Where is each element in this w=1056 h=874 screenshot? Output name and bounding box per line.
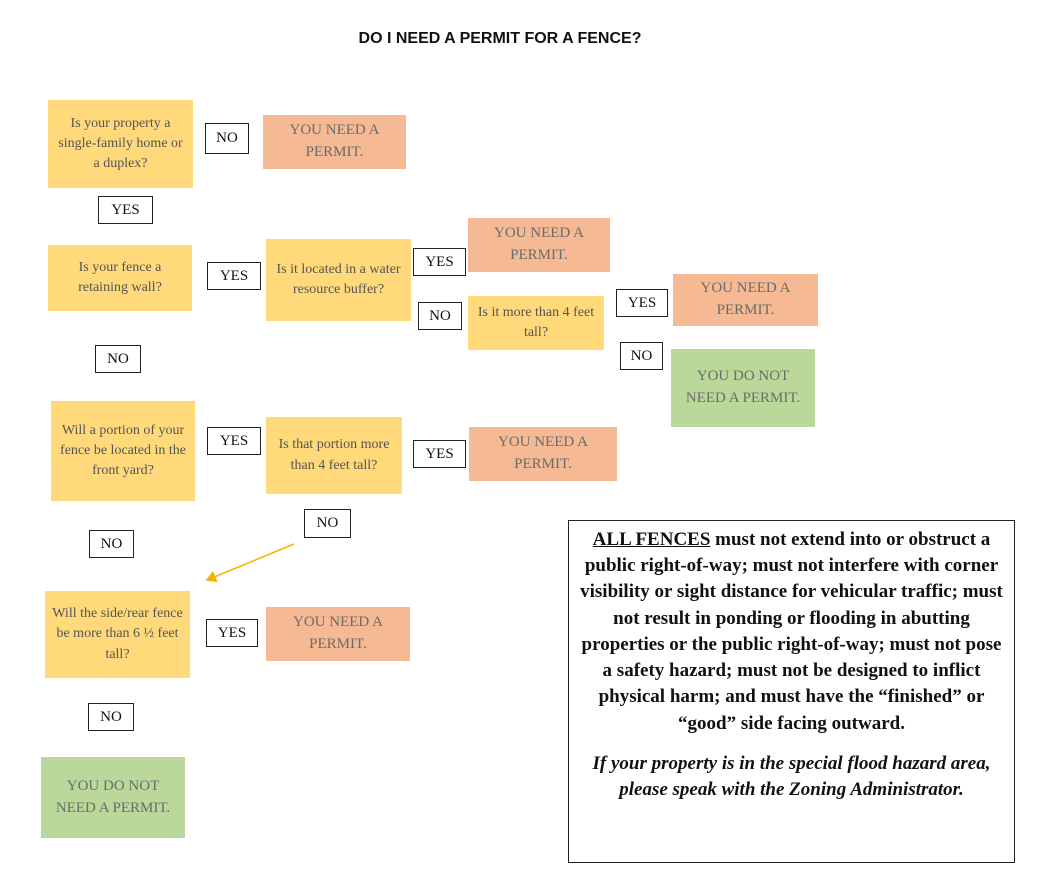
label-yes-q2: YES [207, 262, 261, 290]
label-yes-q1: YES [98, 196, 153, 224]
question-retaining-wall: Is your fence a retaining wall? [48, 245, 192, 311]
outcome-need-permit-5: YOU NEED A PERMIT. [266, 607, 410, 661]
label-no-q3: NO [418, 302, 462, 330]
all-fences-notice [568, 520, 1015, 863]
label-no-q2: NO [95, 345, 141, 373]
notice-requirements [579, 527, 1004, 737]
outcome-need-permit-1: YOU NEED A PERMIT. [263, 115, 406, 169]
question-portion-4ft: Is that portion more than 4 feet tall? [266, 417, 402, 494]
outcome-need-permit-3: YOU NEED A PERMIT. [673, 274, 818, 326]
label-yes-q3: YES [413, 248, 466, 276]
notice-flood-hazard: If your property is in the special flood hazard area, please speak with the Zoning Administrator. [592, 752, 991, 800]
label-no-q1: NO [205, 123, 249, 154]
label-no-q6: NO [304, 509, 351, 538]
label-yes-q6: YES [413, 440, 466, 468]
notice-lead: ALL FENCES [592, 529, 711, 550]
question-side-rear: Will the side/rear fence be more than 6 ½ feet tall? [45, 591, 190, 678]
question-front-yard: Will a portion of your fence be located in the front yard? [51, 401, 195, 501]
question-more-than-4ft: Is it more than 4 feet tall? [468, 296, 604, 350]
outcome-need-permit-4: YOU NEED A PERMIT. [469, 427, 617, 481]
arrow-to-side-rear-question [207, 544, 294, 580]
question-single-family: Is your property a single-family home or a duplex? [48, 100, 193, 188]
label-yes-q7: YES [206, 619, 258, 647]
outcome-need-permit-2: YOU NEED A PERMIT. [468, 218, 610, 272]
question-water-buffer: Is it located in a water resource buffer? [266, 239, 411, 321]
label-yes-q5: YES [207, 427, 261, 455]
label-yes-q4: YES [616, 289, 668, 317]
outcome-no-permit-2: YOU DO NOT NEED A PERMIT. [41, 757, 185, 838]
page-title: DO I NEED A PERMIT FOR A FENCE? [358, 30, 642, 47]
label-no-q7: NO [88, 703, 134, 731]
label-no-q5: NO [89, 530, 134, 558]
notice-body: must not extend into or obstruct a public right-of-way; must not interfere with corner visibility or sight distance for vehicular traffic; must not result in ponding or flooding in abutting properties or the public right-of-way; must not pose a safety hazard; must not be designed to inflict physical harm; and must have the “finished” or “good” side facing outward. [580, 529, 1003, 734]
outcome-no-permit-1: YOU DO NOT NEED A PERMIT. [671, 349, 815, 427]
label-no-q4: NO [620, 342, 663, 370]
